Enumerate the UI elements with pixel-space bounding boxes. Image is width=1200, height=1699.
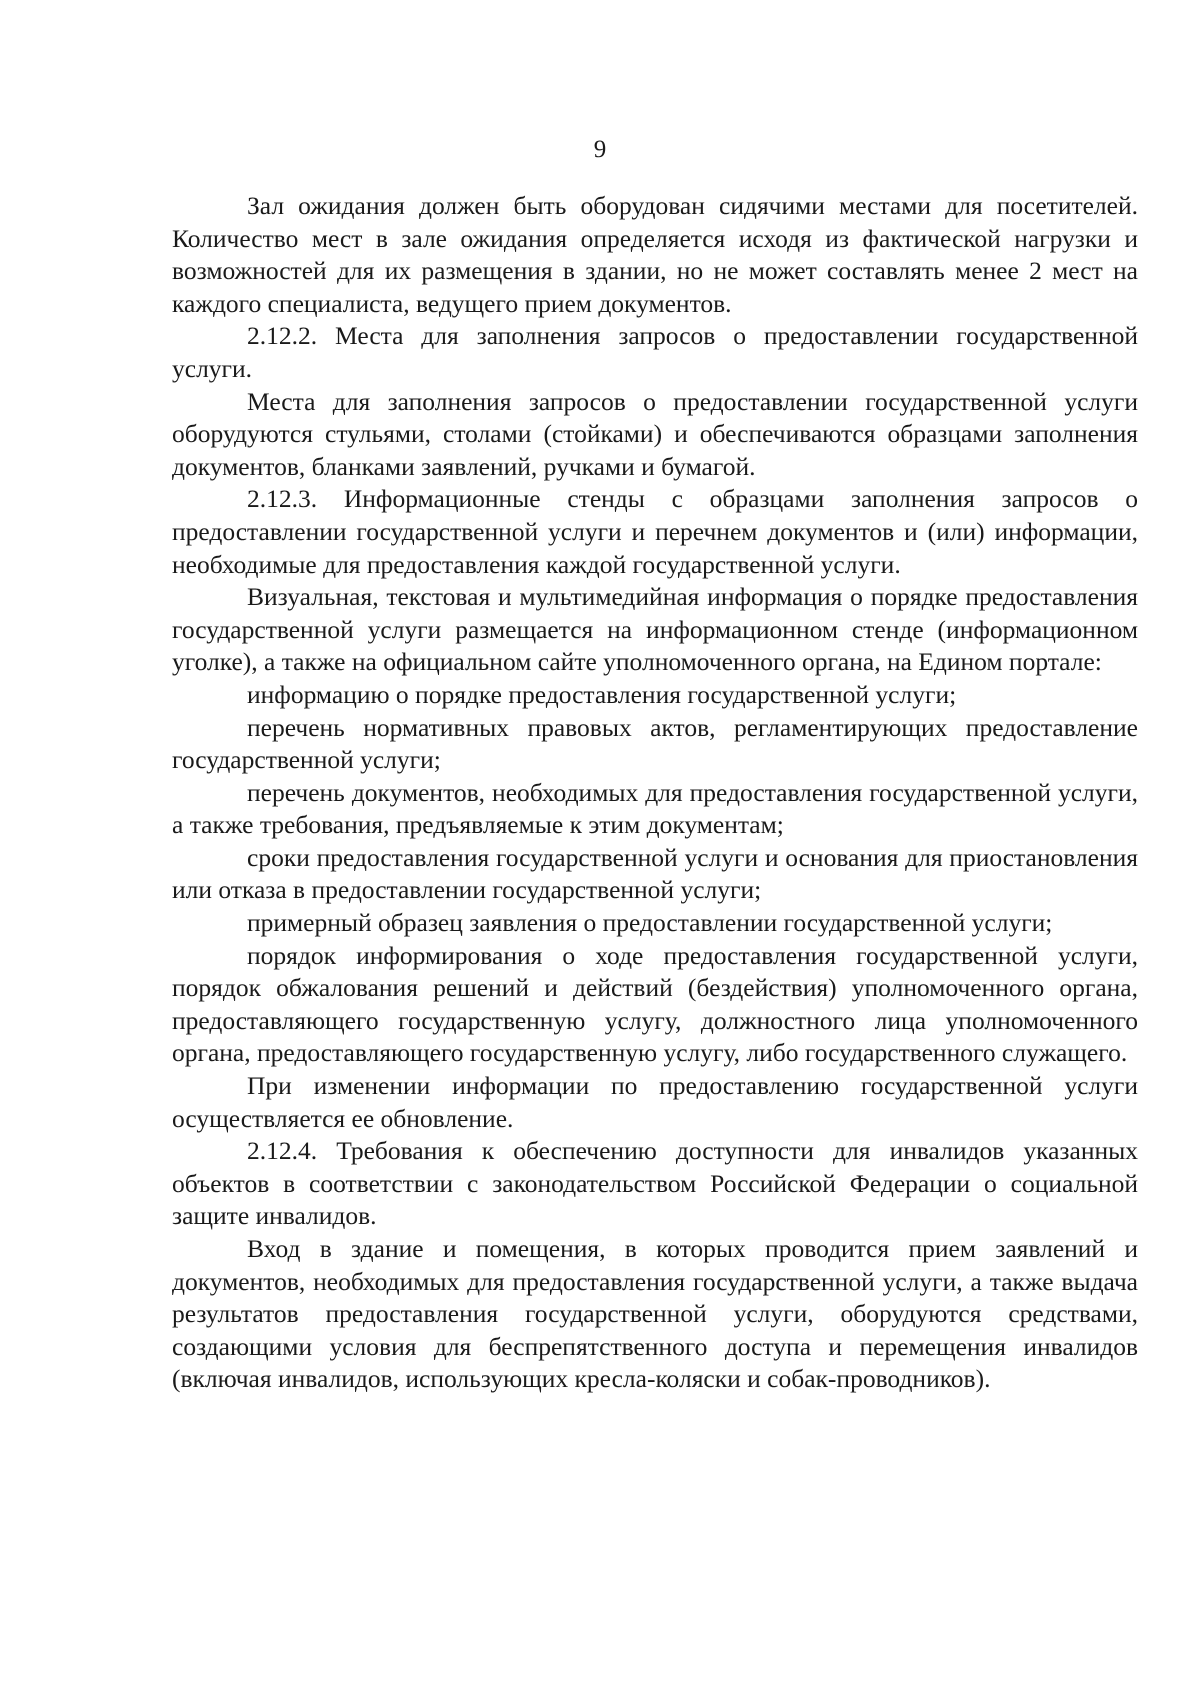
paragraph-visual-information: Визуальная, текстовая и мультимедийная информация о порядке предоставления государственной услуги размещается на информационном стенде (информационном уголке), а также на официальном сайте уполномоченного органа, на Едином портале: xyxy=(172,582,1138,677)
list-item-appeal-procedure: порядок информирования о ходе предоставления государственной услуги, порядок обжалования решений и действий (бездействия) уполномоченного органа, предоставляющего государственную услугу, должностного лица уполномоченного органа, предоставляющего государственную услугу, либо государственного служащего. xyxy=(172,940,1138,1068)
paragraph-request-filling-places: Места для заполнения запросов о предоставлении государственной услуги оборудуются стульями, столами (стойками) и обеспечиваются образцами заполнения документов, бланками заявлений, ручками и бумагой. xyxy=(172,386,1138,481)
list-item-deadlines: сроки предоставления государственной услуги и основания для приостановления или отказа в предоставлении государственной услуги; xyxy=(172,842,1138,905)
list-item-legal-acts: перечень нормативных правовых актов, регламентирующих предоставление государственной услуги; xyxy=(172,712,1138,775)
list-item-procedure-info: информацию о порядке предоставления государственной услуги; xyxy=(247,679,957,709)
paragraph-information-update: При изменении информации по предоставлению государственной услуги осуществляется ее обновление. xyxy=(172,1071,1138,1133)
list-item-sample-application: примерный образец заявления о предоставлении государственной услуги; xyxy=(247,908,1053,938)
paragraph-section-2-12-3-heading: 2.12.3. Информационные стенды с образцами заполнения запросов о предоставлении государственной услуги и перечнем документов и (или) информации, необходимые для предоставления каждой государственной услуги. xyxy=(172,484,1138,579)
list-item-documents: перечень документов, необходимых для предоставления государственной услуги, а также требования, предъявляемые к этим документам; xyxy=(172,777,1138,840)
page-number: 9 xyxy=(593,136,607,163)
paragraph-section-2-12-2-heading: 2.12.2. Места для заполнения запросов о предоставлении государственной услуги. xyxy=(172,321,1138,383)
paragraph-building-entrance: Вход в здание и помещения, в которых проводится прием заявлений и документов, необходимых для предоставления государственной услуги, а также выдача результатов предоставления государственной услуги, оборудуются средствами, создающими условия для беспрепятственного доступа и перемещения инвалидов (включая инвалидов, использующих кресла-коляски и собак-проводников). xyxy=(172,1234,1138,1394)
paragraph-section-2-12-4-heading: 2.12.4. Требования к обеспечению доступности для инвалидов указанных объектов в соответствии с законодательством Российской Федерации о социальной защите инвалидов. xyxy=(172,1136,1138,1231)
document-body xyxy=(172,190,1138,1396)
paragraph-waiting-hall: Зал ожидания должен быть оборудован сидячими местами для посетителей. Количество мест в зале ожидания определяется исходя из фактической нагрузки и возможностей для их размещения в здании, но не может составлять менее 2 мест на каждого специалиста, ведущего прием документов. xyxy=(172,191,1138,318)
